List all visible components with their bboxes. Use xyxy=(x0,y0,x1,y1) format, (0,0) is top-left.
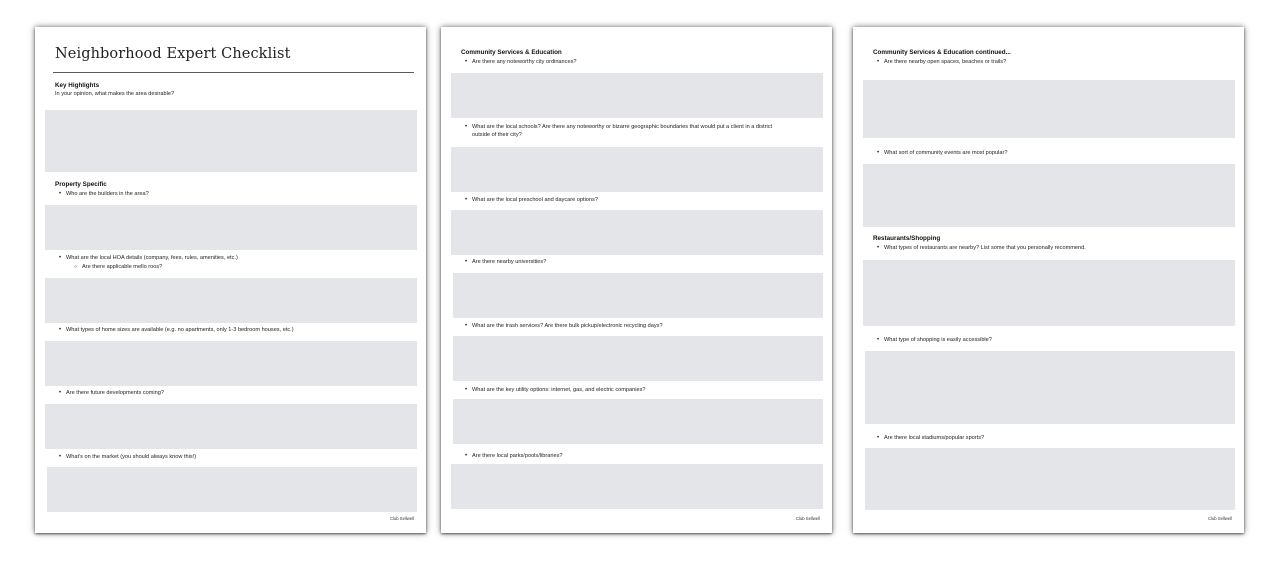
question-builders: • Who are the builders in the area? xyxy=(66,190,149,198)
question-on-market: • What's on the market (you should always know this!) xyxy=(66,453,196,461)
answer-box[interactable] xyxy=(45,110,417,172)
question-universities: • Are there nearby universities? xyxy=(472,258,546,266)
footer-brand: Club Sellwell xyxy=(390,516,414,521)
footer-brand: Club Sellwell xyxy=(1208,516,1232,521)
question-open-spaces: • Are there nearby open spaces, beaches or trails? xyxy=(884,58,1006,66)
answer-box[interactable] xyxy=(45,278,417,323)
question-preschool: • What are the local preschool and daycare options? xyxy=(472,196,598,204)
answer-box[interactable] xyxy=(451,464,823,509)
community-services-continued-heading: Community Services & Education continued... xyxy=(873,49,1011,56)
question-hoa: • What are the local HOA details (company, fees, rules, amenities, etc.) xyxy=(66,254,238,262)
key-highlights-heading: Key Highlights xyxy=(55,82,100,89)
key-highlights-prompt: In your opinion, what makes the area desirable? xyxy=(55,91,175,97)
question-stadiums-sports: • Are there local stadiums/popular sports? xyxy=(884,434,984,442)
question-local-schools: • What are the local schools? Are there any noteworthy or bizarre geographic boundaries that would put a client in a district outside of their city? xyxy=(472,123,790,139)
answer-box[interactable] xyxy=(453,273,823,318)
answer-box[interactable] xyxy=(865,448,1235,510)
answer-box[interactable] xyxy=(451,73,823,118)
checklist-page-1 xyxy=(35,27,426,533)
answer-box[interactable] xyxy=(47,467,417,512)
answer-box[interactable] xyxy=(451,147,823,192)
document-title: Neighborhood Expert Checklist xyxy=(55,46,291,62)
answer-box[interactable] xyxy=(863,80,1235,138)
question-city-ordinances: • Are there any noteworthy city ordinances? xyxy=(472,58,576,66)
title-divider xyxy=(53,72,414,73)
answer-box[interactable] xyxy=(453,336,823,381)
answer-box[interactable] xyxy=(863,260,1235,326)
answer-box[interactable] xyxy=(863,164,1235,227)
checklist-page-3 xyxy=(853,27,1244,533)
question-future-developments: • Are there future developments coming? xyxy=(66,389,164,397)
answer-box[interactable] xyxy=(865,351,1235,424)
answer-box[interactable] xyxy=(45,341,417,386)
question-utilities: • What are the key utility options: internet, gas, and electric companies? xyxy=(472,386,646,394)
question-restaurants: • What types of restaurants are nearby? List some that you personally recommend. xyxy=(884,244,1086,252)
question-home-sizes: • What types of home sizes are available (e.g. no apartments, only 1-3 bedroom houses, etc.) xyxy=(66,326,294,334)
checklist-page-2 xyxy=(441,27,832,533)
answer-box[interactable] xyxy=(45,205,417,250)
footer-brand: Club Sellwell xyxy=(796,516,820,521)
answer-box[interactable] xyxy=(451,210,823,255)
question-trash-services: • What are the trash services? Are there bulk pickup/electronic recycling days? xyxy=(472,322,663,330)
property-specific-heading: Property Specific xyxy=(55,181,107,188)
community-services-heading: Community Services & Education xyxy=(461,49,562,56)
question-mello-roos: ○ Are there applicable mello roos? xyxy=(82,263,162,271)
answer-box[interactable] xyxy=(453,399,823,444)
question-shopping: • What type of shopping is easily accessible? xyxy=(884,336,992,344)
answer-box[interactable] xyxy=(45,404,417,449)
restaurants-shopping-heading: Restaurants/Shopping xyxy=(873,235,941,242)
question-parks: • Are there local parks/pools/libraries? xyxy=(472,452,562,460)
question-community-events: • What sort of community events are most popular? xyxy=(884,149,1007,157)
